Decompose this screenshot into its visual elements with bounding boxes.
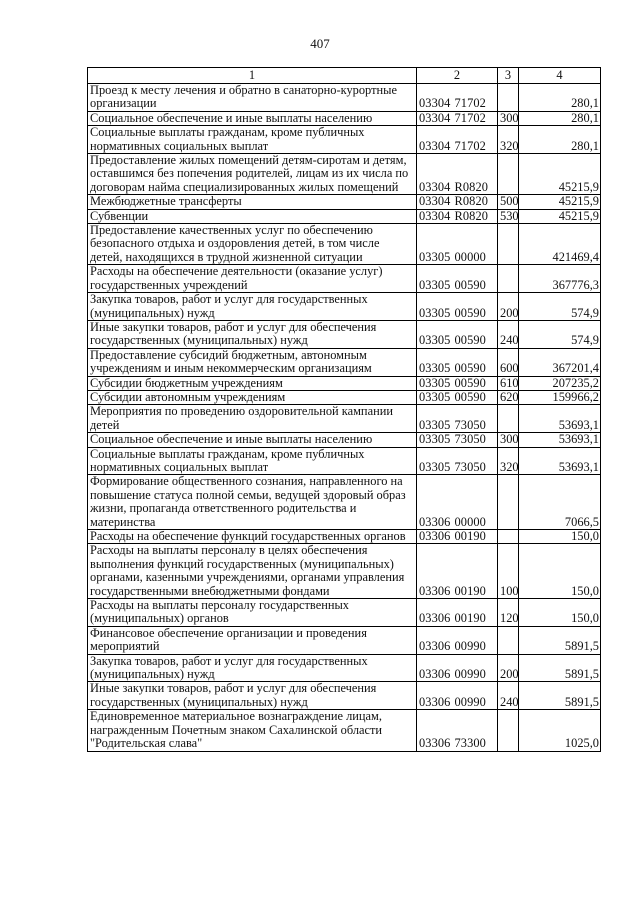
row-sum: 45215,9 bbox=[519, 154, 601, 195]
direction-code: 00590 bbox=[454, 277, 486, 292]
program-code: 03305 bbox=[419, 432, 451, 447]
table-row bbox=[88, 293, 601, 321]
direction-code: R0820 bbox=[454, 208, 489, 223]
row-sum: 7066,5 bbox=[519, 475, 601, 530]
row-name: Иные закупки товаров, работ и услуг для обеспечения государственных (муниципальных) нужд bbox=[88, 682, 417, 710]
row-sum: 574,9 bbox=[519, 320, 601, 348]
direction-code: 00990 bbox=[454, 694, 486, 709]
header-col-1: 1 bbox=[88, 68, 417, 84]
row-name: Закупка товаров, работ и услуг для государственных (муниципальных) нужд bbox=[88, 654, 417, 682]
row-name: Расходы на выплаты персоналу государственных (муниципальных) органов bbox=[88, 599, 417, 627]
row-expense-type: 120 bbox=[498, 599, 519, 627]
row-code bbox=[417, 626, 498, 654]
table-row bbox=[88, 320, 601, 348]
row-expense-type bbox=[498, 626, 519, 654]
row-code bbox=[417, 544, 498, 599]
row-expense-type bbox=[498, 530, 519, 544]
row-name: Расходы на выплаты персоналу в целях обеспечения выполнения функций государственных (муниципальных) органами, казенными учреждениями, органами управления государственными внебюджетными фондами bbox=[88, 544, 417, 599]
row-name: Мероприятия по проведению оздоровительной кампании детей bbox=[88, 405, 417, 433]
table-row bbox=[88, 224, 601, 265]
row-code bbox=[417, 348, 498, 376]
table-body bbox=[88, 84, 601, 752]
row-sum: 207235,2 bbox=[519, 376, 601, 390]
direction-code: 00590 bbox=[454, 305, 486, 320]
row-name: Предоставление жилых помещений детям-сиротам и детям, оставшимся без попечения родителей, лицам из их числа по договорам найма специализированных жилых помещений bbox=[88, 154, 417, 195]
row-code bbox=[417, 195, 498, 209]
row-code bbox=[417, 111, 498, 125]
row-name: Иные закупки товаров, работ и услуг для обеспечения государственных (муниципальных) нужд bbox=[88, 320, 417, 348]
program-code: 03306 bbox=[419, 529, 451, 543]
program-code: 03305 bbox=[419, 305, 451, 320]
row-expense-type: 240 bbox=[498, 320, 519, 348]
direction-code: 00190 bbox=[454, 529, 486, 543]
row-code bbox=[417, 293, 498, 321]
program-code: 03306 bbox=[419, 694, 451, 709]
row-expense-type: 620 bbox=[498, 390, 519, 404]
row-code bbox=[417, 447, 498, 475]
row-sum: 5891,5 bbox=[519, 682, 601, 710]
header-col-3: 3 bbox=[498, 68, 519, 84]
row-code bbox=[417, 530, 498, 544]
row-name: Проезд к месту лечения и обратно в санаторно-курортные организации bbox=[88, 84, 417, 112]
row-expense-type bbox=[498, 265, 519, 293]
row-name: Социальные выплаты гражданам, кроме публичных нормативных социальных выплат bbox=[88, 447, 417, 475]
direction-code: 71702 bbox=[454, 96, 486, 111]
direction-code: R0820 bbox=[454, 179, 489, 194]
direction-code: 00590 bbox=[454, 333, 486, 348]
row-name: Субсидии автономным учреждениям bbox=[88, 390, 417, 404]
program-code: 03305 bbox=[419, 459, 451, 474]
row-name: Финансовое обеспечение организации и проведения мероприятий bbox=[88, 626, 417, 654]
table-row bbox=[88, 111, 601, 125]
direction-code: 00000 bbox=[454, 249, 486, 264]
row-name: Расходы на обеспечение функций государственных органов bbox=[88, 530, 417, 544]
row-name: Социальное обеспечение и иные выплаты населению bbox=[88, 111, 417, 125]
row-code bbox=[417, 682, 498, 710]
row-code bbox=[417, 405, 498, 433]
table-row bbox=[88, 599, 601, 627]
table-row bbox=[88, 84, 601, 112]
row-expense-type bbox=[498, 710, 519, 751]
program-code: 03305 bbox=[419, 277, 451, 292]
row-name: Субвенции bbox=[88, 209, 417, 223]
program-code: 03304 bbox=[419, 179, 451, 194]
table-row bbox=[88, 475, 601, 530]
row-sum: 150,0 bbox=[519, 599, 601, 627]
program-code: 03304 bbox=[419, 138, 451, 153]
program-code: 03306 bbox=[419, 736, 451, 751]
direction-code: 71702 bbox=[454, 138, 486, 153]
row-sum: 280,1 bbox=[519, 126, 601, 154]
direction-code: 00190 bbox=[454, 583, 486, 598]
program-code: 03306 bbox=[419, 611, 451, 626]
row-name: Формирование общественного сознания, направленного на повышение статуса полной семьи, ведущей здоровый образ жизни, пропаганда ответственного родительства и материнства bbox=[88, 475, 417, 530]
row-expense-type: 500 bbox=[498, 195, 519, 209]
program-code: 03305 bbox=[419, 249, 451, 264]
direction-code: 00590 bbox=[454, 375, 486, 390]
table-row bbox=[88, 405, 601, 433]
program-code: 03305 bbox=[419, 417, 451, 432]
table-row bbox=[88, 126, 601, 154]
program-code: 03305 bbox=[419, 389, 451, 404]
row-sum: 5891,5 bbox=[519, 654, 601, 682]
row-code bbox=[417, 376, 498, 390]
row-code bbox=[417, 654, 498, 682]
table-row bbox=[88, 195, 601, 209]
direction-code: 71702 bbox=[454, 110, 486, 125]
row-sum: 53693,1 bbox=[519, 447, 601, 475]
row-expense-type bbox=[498, 224, 519, 265]
row-expense-type: 100 bbox=[498, 544, 519, 599]
table-row bbox=[88, 682, 601, 710]
program-code: 03305 bbox=[419, 361, 451, 376]
table-row bbox=[88, 433, 601, 447]
program-code: 03304 bbox=[419, 96, 451, 111]
row-name: Предоставление качественных услуг по обеспечению безопасного отдыха и оздоровления детей, в том числе детей, находящихся в трудной жизненной ситуации bbox=[88, 224, 417, 265]
row-code bbox=[417, 224, 498, 265]
row-code bbox=[417, 154, 498, 195]
row-expense-type: 320 bbox=[498, 447, 519, 475]
program-code: 03305 bbox=[419, 333, 451, 348]
row-expense-type: 200 bbox=[498, 654, 519, 682]
program-code: 03304 bbox=[419, 208, 451, 223]
row-sum: 367776,3 bbox=[519, 265, 601, 293]
row-sum: 1025,0 bbox=[519, 710, 601, 751]
page-number: 407 bbox=[310, 36, 330, 51]
table-row bbox=[88, 530, 601, 544]
row-expense-type: 600 bbox=[498, 348, 519, 376]
program-code: 03306 bbox=[419, 583, 451, 598]
row-sum: 53693,1 bbox=[519, 433, 601, 447]
program-code: 03306 bbox=[419, 639, 451, 654]
row-name: Социальное обеспечение и иные выплаты населению bbox=[88, 433, 417, 447]
row-name: Субсидии бюджетным учреждениям bbox=[88, 376, 417, 390]
row-sum: 45215,9 bbox=[519, 195, 601, 209]
row-code bbox=[417, 84, 498, 112]
row-name: Расходы на обеспечение деятельности (оказание услуг) государственных учреждений bbox=[88, 265, 417, 293]
row-sum: 421469,4 bbox=[519, 224, 601, 265]
row-code bbox=[417, 126, 498, 154]
row-sum: 53693,1 bbox=[519, 405, 601, 433]
row-sum: 280,1 bbox=[519, 84, 601, 112]
header-col-4: 4 bbox=[519, 68, 601, 84]
header-col-2: 2 bbox=[417, 68, 498, 84]
row-name: Закупка товаров, работ и услуг для государственных (муниципальных) нужд bbox=[88, 293, 417, 321]
row-code bbox=[417, 390, 498, 404]
row-sum: 45215,9 bbox=[519, 209, 601, 223]
row-code bbox=[417, 599, 498, 627]
row-expense-type bbox=[498, 84, 519, 112]
row-code bbox=[417, 710, 498, 751]
row-sum: 367201,4 bbox=[519, 348, 601, 376]
row-code bbox=[417, 475, 498, 530]
direction-code: R0820 bbox=[454, 194, 489, 209]
table-row bbox=[88, 654, 601, 682]
direction-code: 73300 bbox=[454, 736, 486, 751]
table-row bbox=[88, 154, 601, 195]
program-code: 03306 bbox=[419, 667, 451, 682]
table-row bbox=[88, 209, 601, 223]
row-name: Социальные выплаты гражданам, кроме публичных нормативных социальных выплат bbox=[88, 126, 417, 154]
row-name: Предоставление субсидий бюджетным, автономным учреждениям и иным некоммерческим организациям bbox=[88, 348, 417, 376]
program-code: 03304 bbox=[419, 194, 451, 209]
table-row bbox=[88, 376, 601, 390]
table-row bbox=[88, 544, 601, 599]
row-code bbox=[417, 265, 498, 293]
direction-code: 00000 bbox=[454, 514, 486, 529]
table-row bbox=[88, 710, 601, 751]
table-row bbox=[88, 626, 601, 654]
row-sum: 159966,2 bbox=[519, 390, 601, 404]
program-code: 03305 bbox=[419, 375, 451, 390]
direction-code: 73050 bbox=[454, 432, 486, 447]
row-sum: 280,1 bbox=[519, 111, 601, 125]
row-sum: 150,0 bbox=[519, 530, 601, 544]
direction-code: 00190 bbox=[454, 611, 486, 626]
row-expense-type: 200 bbox=[498, 293, 519, 321]
row-expense-type bbox=[498, 475, 519, 530]
row-expense-type: 300 bbox=[498, 433, 519, 447]
table-row bbox=[88, 265, 601, 293]
row-expense-type: 300 bbox=[498, 111, 519, 125]
program-code: 03304 bbox=[419, 110, 451, 125]
table-row bbox=[88, 348, 601, 376]
direction-code: 00590 bbox=[454, 361, 486, 376]
row-code bbox=[417, 433, 498, 447]
header-row bbox=[88, 68, 601, 84]
direction-code: 00590 bbox=[454, 389, 486, 404]
row-name: Единовременное материальное вознаграждение лицам, награжденным Почетным знаком Сахалинской области "Родительская слава" bbox=[88, 710, 417, 751]
direction-code: 00990 bbox=[454, 639, 486, 654]
row-sum: 5891,5 bbox=[519, 626, 601, 654]
row-code bbox=[417, 209, 498, 223]
row-name: Межбюджетные трансферты bbox=[88, 195, 417, 209]
program-code: 03306 bbox=[419, 514, 451, 529]
row-expense-type: 320 bbox=[498, 126, 519, 154]
row-expense-type: 240 bbox=[498, 682, 519, 710]
row-sum: 150,0 bbox=[519, 544, 601, 599]
table-row bbox=[88, 390, 601, 404]
row-expense-type bbox=[498, 154, 519, 195]
table-row bbox=[88, 447, 601, 475]
row-code bbox=[417, 320, 498, 348]
row-expense-type bbox=[498, 405, 519, 433]
row-expense-type: 610 bbox=[498, 376, 519, 390]
direction-code: 00990 bbox=[454, 667, 486, 682]
direction-code: 73050 bbox=[454, 417, 486, 432]
direction-code: 73050 bbox=[454, 459, 486, 474]
row-sum: 574,9 bbox=[519, 293, 601, 321]
row-expense-type: 530 bbox=[498, 209, 519, 223]
budget-table bbox=[87, 67, 601, 752]
